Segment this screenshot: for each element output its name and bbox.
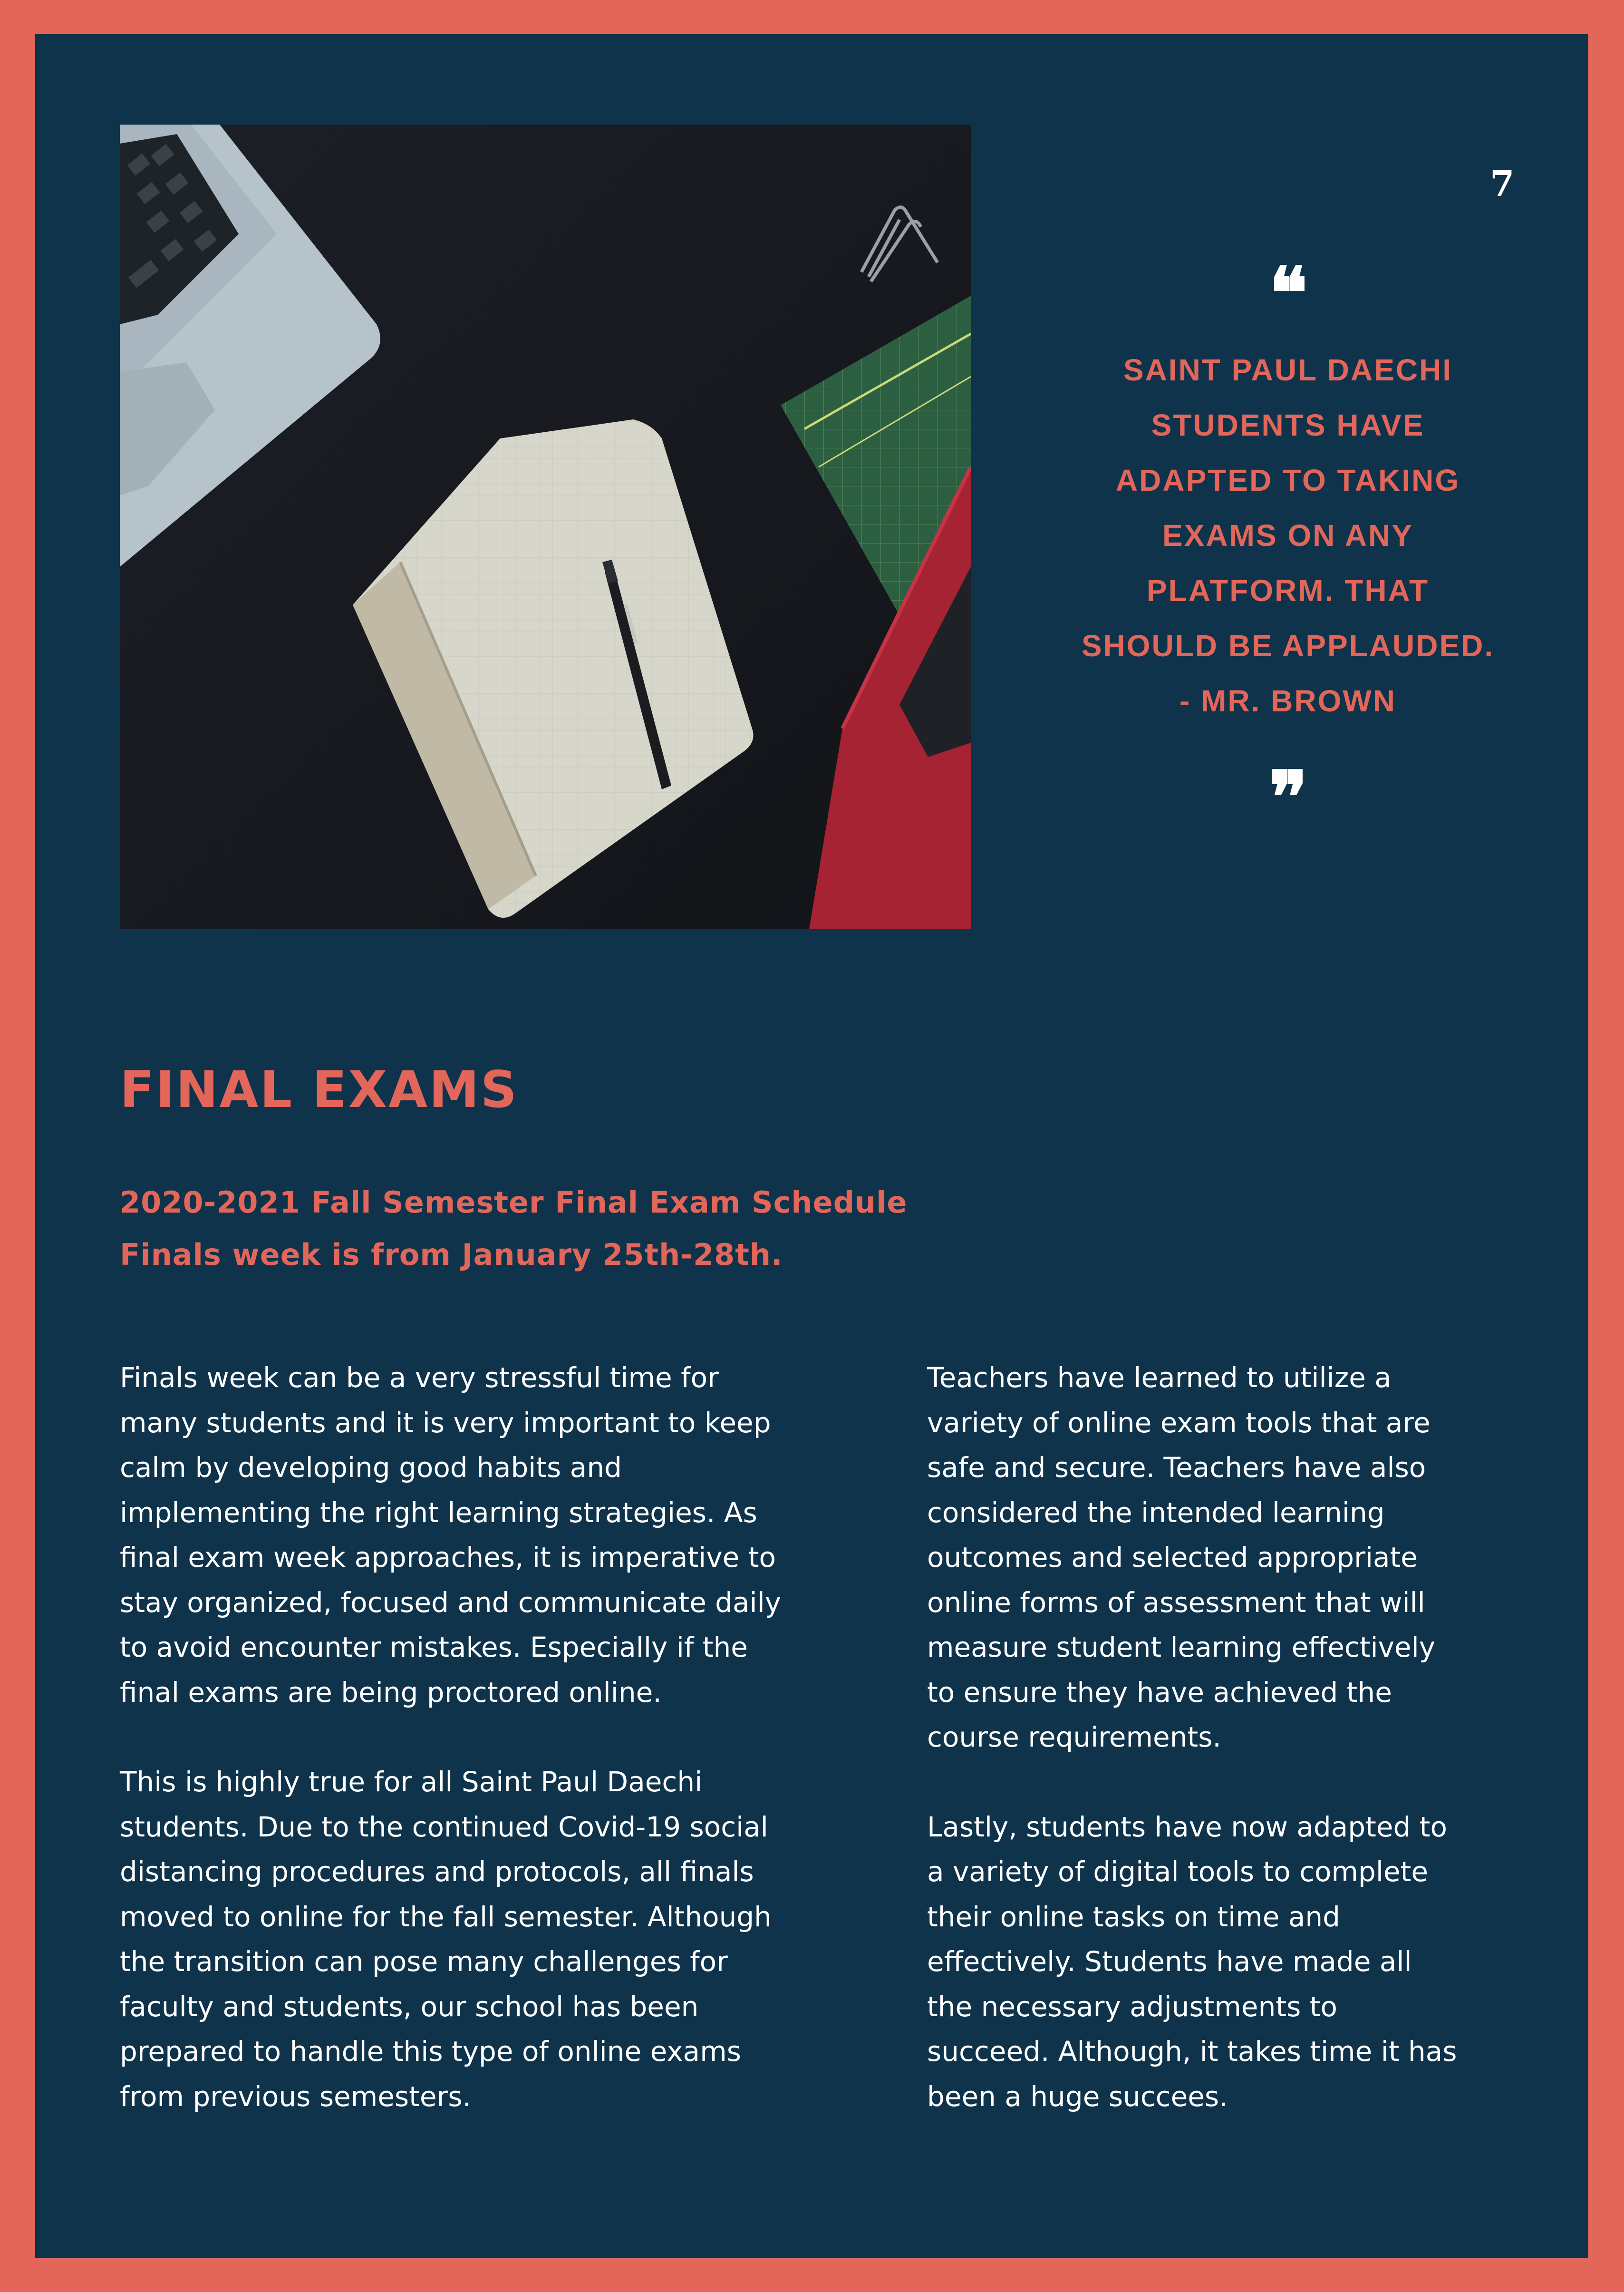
page-number: 7 (1490, 164, 1515, 204)
paragraph (120, 1355, 899, 1715)
text-line: the transition can pose many challenges for (120, 1945, 728, 1978)
text-line: their online tasks on time and (927, 1900, 1340, 1933)
close-quote-icon: ❞ (1269, 756, 1308, 839)
paragraph (120, 1759, 899, 2119)
text-line: calm by developing good habits and (120, 1451, 622, 1484)
pull-quote (1062, 342, 1514, 728)
desk-photo-illustration (120, 125, 971, 929)
text-line: effectively. Students have made all (927, 1945, 1412, 1978)
subtitle-line: Finals week is from January 25th-28th. (120, 1237, 783, 1272)
text-line: the necessary adjustments to (927, 1990, 1337, 2023)
text-line: to ensure they have achieved the (927, 1676, 1392, 1709)
subtitle-line: 2020-2021 Fall Semester Final Exam Schedule (120, 1185, 908, 1220)
open-quote-icon: ❝ (1269, 252, 1308, 335)
paragraph (927, 1355, 1578, 1760)
text-line: to avoid encounter mistakes. Especially if the (120, 1631, 748, 1663)
text-line: been a huge succees. (927, 2080, 1228, 2113)
text-line: prepared to handle this type of online exams (120, 2035, 741, 2068)
pull-quote-line: PLATFORM. THAT (1146, 573, 1430, 608)
text-line: final exam week approaches, it is imperative to (120, 1541, 776, 1573)
text-line: faculty and students, our school has been (120, 1990, 699, 2023)
text-line: final exams are being proctored online. (120, 1676, 662, 1709)
desk-photo (120, 125, 971, 929)
text-line: course requirements. (927, 1721, 1221, 1753)
newsletter-page (35, 34, 1588, 2258)
text-line: online forms of assessment that will (927, 1586, 1425, 1619)
text-line: outcomes and selected appropriate (927, 1541, 1418, 1573)
text-line: variety of online exam tools that are (927, 1406, 1431, 1439)
pull-quote-attribution: - MR. BROWN (1179, 684, 1397, 718)
text-line: Teachers have learned to utilize a (927, 1361, 1392, 1394)
text-line: considered the intended learning (927, 1496, 1385, 1529)
text-line: a variety of digital tools to complete (927, 1855, 1429, 1888)
text-line: students. Due to the continued Covid-19 social (120, 1810, 768, 1843)
text-line: safe and secure. Teachers have also (927, 1451, 1426, 1484)
pull-quote-line: STUDENTS HAVE (1151, 408, 1425, 442)
pull-quote-line: ADAPTED TO TAKING (1115, 463, 1460, 497)
text-line: implementing the right learning strategies. As (120, 1496, 757, 1529)
text-line: measure student learning effectively (927, 1631, 1436, 1663)
text-line: This is highly true for all Saint Paul Daechi (120, 1766, 703, 1798)
pull-quote-line: SHOULD BE APPLAUDED. (1081, 629, 1495, 663)
text-line: moved to online for the fall semester. Although (120, 1900, 772, 1933)
paragraph (927, 1805, 1578, 2119)
text-line: many students and it is very important to keep (120, 1406, 771, 1439)
article-column-right (927, 1355, 1578, 2164)
text-line: Lastly, students have now adapted to (927, 1810, 1447, 1843)
text-line: distancing procedures and protocols, all finals (120, 1855, 754, 1888)
pull-quote-line: SAINT PAUL DAECHI (1123, 353, 1453, 387)
article-column-left (120, 1355, 899, 2164)
text-line: from previous semesters. (120, 2080, 472, 2113)
text-line: Finals week can be a very stressful time for (120, 1361, 719, 1394)
article-subtitle (120, 1176, 1071, 1281)
pull-quote-line: EXAMS ON ANY (1162, 518, 1413, 553)
article-title: FINAL EXAMS (120, 1060, 519, 1119)
text-line: succeed. Although, it takes time it has (927, 2035, 1457, 2068)
text-line: stay organized, focused and communicate daily (120, 1586, 782, 1619)
